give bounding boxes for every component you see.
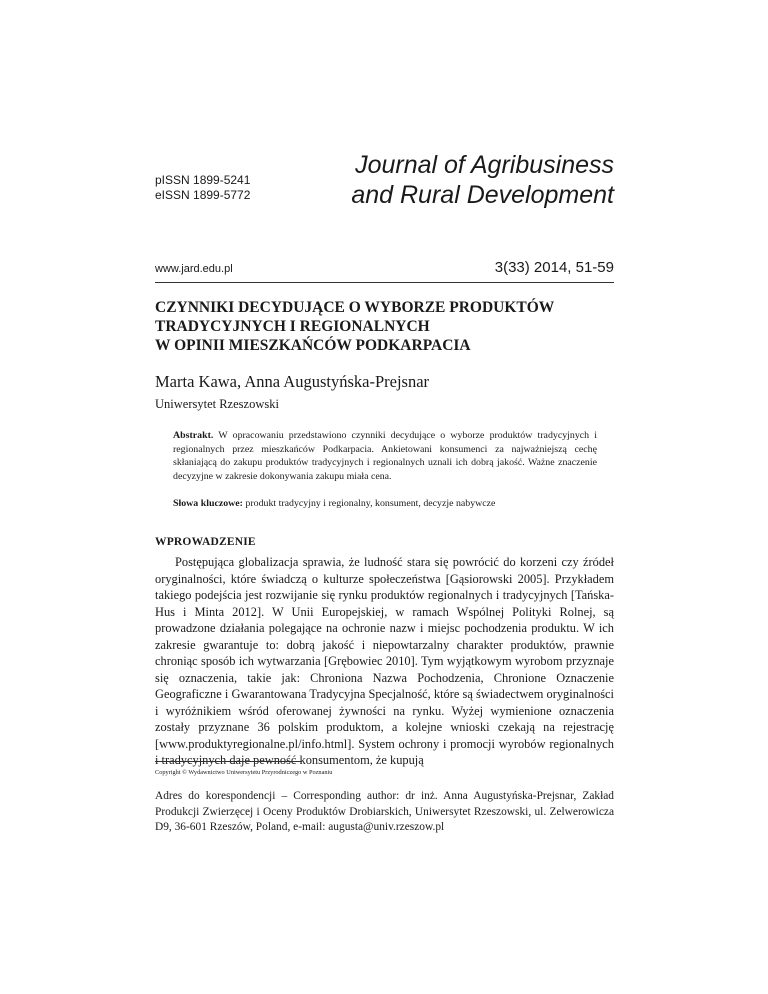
article-title-line2: TRADYCYJNYCH I REGIONALNYCH xyxy=(155,318,430,335)
issue-info: 3(33) 2014, 51-59 xyxy=(494,259,614,276)
article-title xyxy=(155,298,625,355)
copyright-notice: Copyright © Wydawnictwo Uniwersytetu Przyrodniczego w Poznaniu xyxy=(155,769,333,776)
abstract xyxy=(173,429,597,484)
journal-title-line2: and Rural Development xyxy=(351,181,614,209)
footnote-divider xyxy=(155,761,302,762)
author-affiliation: Uniwersytet Rzeszowski xyxy=(155,397,279,411)
journal-title xyxy=(351,150,614,210)
intro-paragraph: Postępująca globalizacja sprawia, że ludność stara się powrócić do korzeni czy źródeł oryginalności, które świadczą o kulturze społeczeństwa [Gąsiorowski 2005]. Przykładem takiego podejścia jest rozwijanie się rynku produktów regionalnych i tradycyjnych [Tańska-Hus i Minta 2012]. W Unii Europejskiej, w ramach Wspólnej Polityki Rolnej, są prowadzone działania polegające na ochronie nazw i miejsc pochodzenia produktu. W ich zakresie gwarantuje to: dobrą jakość i niepowtarzalny charakter produktów, prawnie chroniąc sposób ich wytwarzania [Grębowiec 2010]. Tym wyjątkowym wyrobom przyznaje się oznaczenia, takie jak: Chroniona Nazwa Pochodzenia, Chronione Oznaczenie Geograficzne i Gwarantowana Tradycyjna Specjalność, które są świadectwem oryginalności i wyróżnikiem wśród oferowanej żywności na rynku. Wyżej wymienione oznaczenia zostały przyznane 36 polskim produktom, a kolejne wnioski czekają na rejestrację [www.produktyregionalne.pl/info.html]. System ochrony i promocji wyrobów regionalnych i tradycyjnych daje pewność konsumentom, że kupują xyxy=(155,555,614,767)
keywords xyxy=(173,497,597,510)
issn-block xyxy=(155,173,250,203)
header-divider xyxy=(155,282,614,283)
keywords-text: produkt tradycyjny i regionalny, konsument, decyzje nabywcze xyxy=(245,498,496,509)
pissn: pISSN 1899-5241 xyxy=(155,173,251,187)
journal-website: www.jard.edu.pl xyxy=(155,263,233,275)
keywords-label: Słowa kluczowe: xyxy=(173,498,243,509)
section-heading: WPROWADZENIE xyxy=(155,536,256,548)
article-title-line3: W OPINII MIESZKAŃCÓW PODKARPACIA xyxy=(155,337,471,354)
eissn: eISSN 1899-5772 xyxy=(155,188,251,202)
article-title-line1: CZYNNIKI DECYDUJĄCE O WYBORZE PRODUKTÓW xyxy=(155,299,555,316)
abstract-text: W opracowaniu przedstawiono czynniki decydujące o wyborze produktów tradycyjnych i regionalnych przez mieszkańców Podkarpacia. Ankietowani konsumenci za najważniejszą cechę skłaniającą do zakupu produktów tradycyjnych i regionalnych uznali ich dobrą jakość. Ważne znaczenie decyzyjne w zakresie dokonywania zakupu miała cena. xyxy=(173,430,597,483)
article-authors: Marta Kawa, Anna Augustyńska-Prejsnar xyxy=(155,372,430,391)
abstract-label: Abstrakt. xyxy=(173,430,214,441)
journal-title-line1: Journal of Agribusiness xyxy=(355,151,614,179)
correspondence-address: Adres do korespondencji – Corresponding author: dr inż. Anna Augustyńska-Prejsnar, Zakład Produkcji Zwierzęcej i Oceny Produktów Drobiarskich, Uniwersytet Rzeszowski, ul. Zelwerowicza D9, 36-601 Rzeszów, Poland, e-mail: augusta@univ.rzeszow.pl xyxy=(155,790,614,834)
